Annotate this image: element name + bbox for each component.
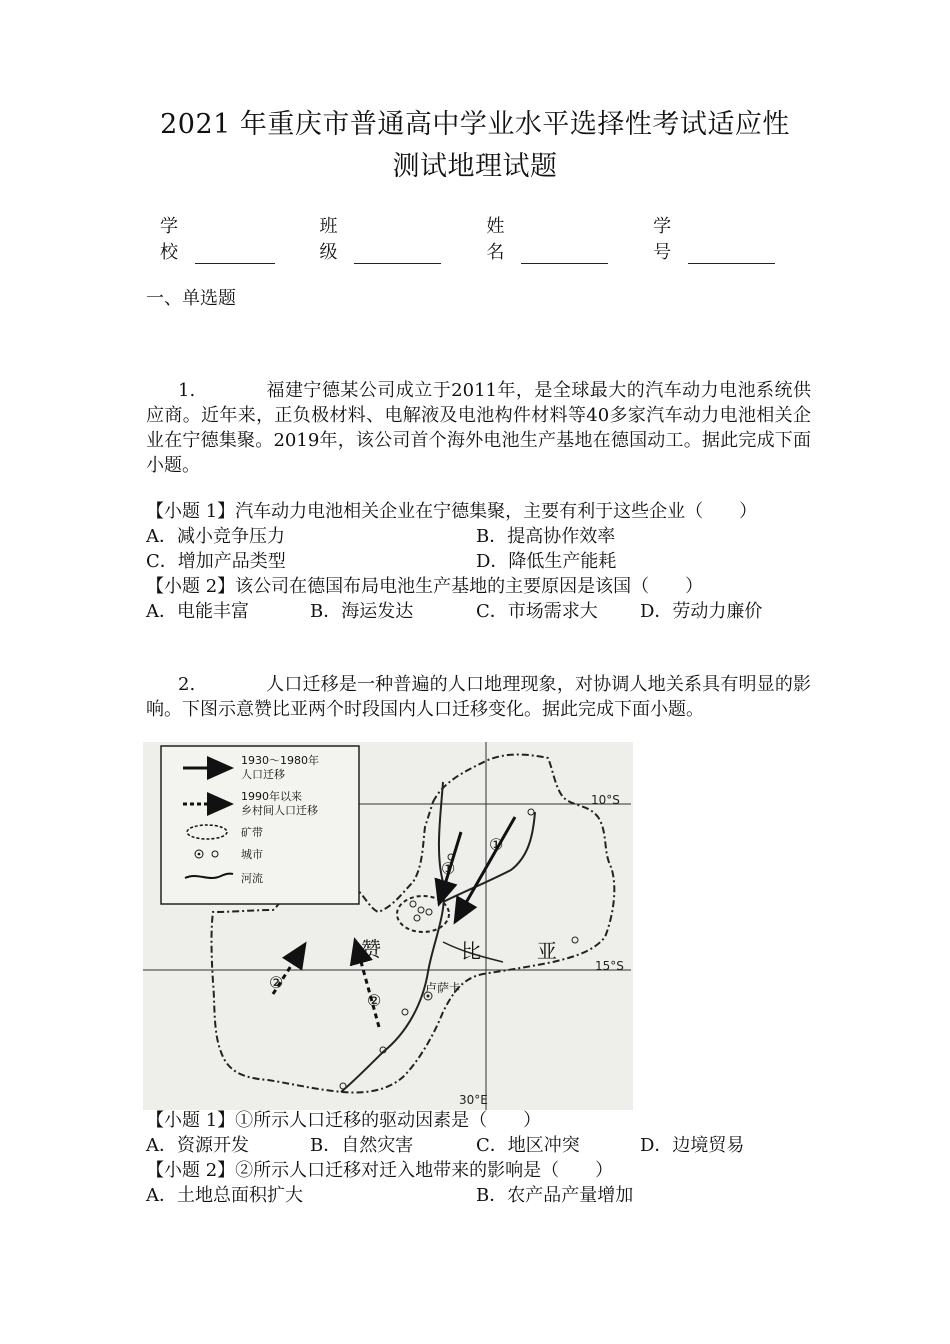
q2-sub2-option-b[interactable]: B．农产品产量增加 bbox=[476, 1185, 634, 1206]
student-info-row bbox=[160, 212, 820, 264]
q2-sub2-prompt: 【小题 2】②所示人口迁移对迁入地带来的影响是（ ） bbox=[146, 1160, 614, 1181]
migration-label-1a: ① bbox=[441, 859, 456, 878]
student-id-field[interactable] bbox=[653, 212, 775, 264]
map-svg bbox=[143, 742, 633, 1110]
capital-label: 卢萨卡 bbox=[425, 981, 462, 995]
question-2-stem bbox=[146, 672, 811, 722]
migration-label-2b: ② bbox=[367, 991, 382, 1010]
legend-1990-line2: 乡村间人口迁移 bbox=[241, 804, 318, 817]
section-heading: 一、单选题 bbox=[146, 288, 236, 309]
lat-10-label: 10°S bbox=[591, 793, 620, 807]
q1-sub1-option-c[interactable]: C．增加产品类型 bbox=[146, 551, 286, 572]
q1-sub2-prompt: 【小题 2】该公司在德国布局电池生产基地的主要原因是该国（ ） bbox=[146, 576, 704, 597]
school-blank[interactable] bbox=[195, 243, 275, 264]
student-id-label: 学号 bbox=[653, 216, 672, 263]
class-label: 班级 bbox=[319, 216, 338, 263]
q1-sub1-option-a[interactable]: A．减小竞争压力 bbox=[146, 526, 285, 547]
q2-sub1-option-a[interactable]: A．资源开发 bbox=[146, 1135, 249, 1156]
title-line-1: 2021 年重庆市普通高中学业水平选择性考试适应性 bbox=[160, 109, 790, 140]
legend-city-label: 城市 bbox=[241, 848, 263, 861]
legend-1930-line1: 1930～1980年 bbox=[241, 754, 319, 767]
q1-sub1-option-b[interactable]: B．提高协作效率 bbox=[476, 526, 616, 547]
lat-15-label: 15°S bbox=[595, 959, 624, 973]
q1-sub2-option-c[interactable]: C．市场需求大 bbox=[476, 601, 598, 622]
q2-sub1-option-d[interactable]: D．边境贸易 bbox=[640, 1135, 745, 1156]
migration-label-1b: ① bbox=[489, 835, 504, 854]
class-blank[interactable] bbox=[354, 243, 441, 264]
migration-label-2a: ② bbox=[269, 973, 284, 992]
q1-sub2-option-b[interactable]: B．海运发达 bbox=[310, 601, 414, 622]
title-line-2: 测试地理试题 bbox=[392, 151, 558, 182]
page-title bbox=[0, 104, 950, 188]
country-label-2: 比 bbox=[461, 939, 481, 963]
legend-1930-line2: 人口迁移 bbox=[241, 768, 285, 781]
legend-mining-label: 矿带 bbox=[241, 826, 263, 839]
question-1-text: 福建宁德某公司成立于2011年，是全球最大的汽车动力电池系统供应商。近年来，正负极材料、电解液及电池构件材料等40多家汽车动力电池相关企业在宁德集聚。2019年，该公司首个海外电池生产基地在德国动工。据此完成下面小题。 bbox=[146, 380, 811, 476]
class-field[interactable] bbox=[320, 212, 442, 264]
school-field[interactable] bbox=[160, 212, 275, 264]
q1-sub2-option-a[interactable]: A．电能丰富 bbox=[146, 601, 249, 622]
name-label: 姓名 bbox=[486, 216, 505, 263]
country-label-3: 亚 bbox=[537, 939, 557, 963]
legend-1990-line1: 1990年以来 bbox=[241, 790, 302, 803]
q2-sub2-option-a[interactable]: A．土地总面积扩大 bbox=[146, 1185, 303, 1206]
zambia-migration-map bbox=[143, 742, 633, 1110]
question-1-number: 1. bbox=[178, 380, 196, 401]
school-label: 学校 bbox=[160, 216, 178, 263]
name-blank[interactable] bbox=[521, 243, 608, 264]
question-1-stem bbox=[146, 378, 811, 478]
q1-sub1-option-d[interactable]: D．降低生产能耗 bbox=[476, 551, 617, 572]
q1-sub1-prompt: 【小题 1】汽车动力电池相关企业在宁德集聚，主要有利于这些企业（ ） bbox=[146, 501, 758, 522]
q2-sub1-prompt: 【小题 1】①所示人口迁移的驱动因素是（ ） bbox=[146, 1110, 542, 1131]
map-legend bbox=[161, 746, 359, 904]
q2-sub1-option-b[interactable]: B．自然灾害 bbox=[310, 1135, 414, 1156]
country-label-1: 赞 bbox=[361, 937, 381, 961]
legend-capital-dot bbox=[198, 853, 201, 856]
legend-river-label: 河流 bbox=[241, 872, 263, 885]
name-field[interactable] bbox=[486, 212, 608, 264]
q2-sub1-option-c[interactable]: C．地区冲突 bbox=[476, 1135, 580, 1156]
student-id-blank[interactable] bbox=[688, 243, 775, 264]
lon-30-label: 30°E bbox=[459, 1093, 488, 1107]
question-2-number: 2. bbox=[178, 674, 196, 695]
question-2-text: 人口迁移是一种普遍的人口地理现象，对协调人地关系具有明显的影响。下图示意赞比亚两个时段国内人口迁移变化。据此完成下面小题。 bbox=[146, 674, 811, 720]
q1-sub2-option-d[interactable]: D．劳动力廉价 bbox=[640, 601, 763, 622]
